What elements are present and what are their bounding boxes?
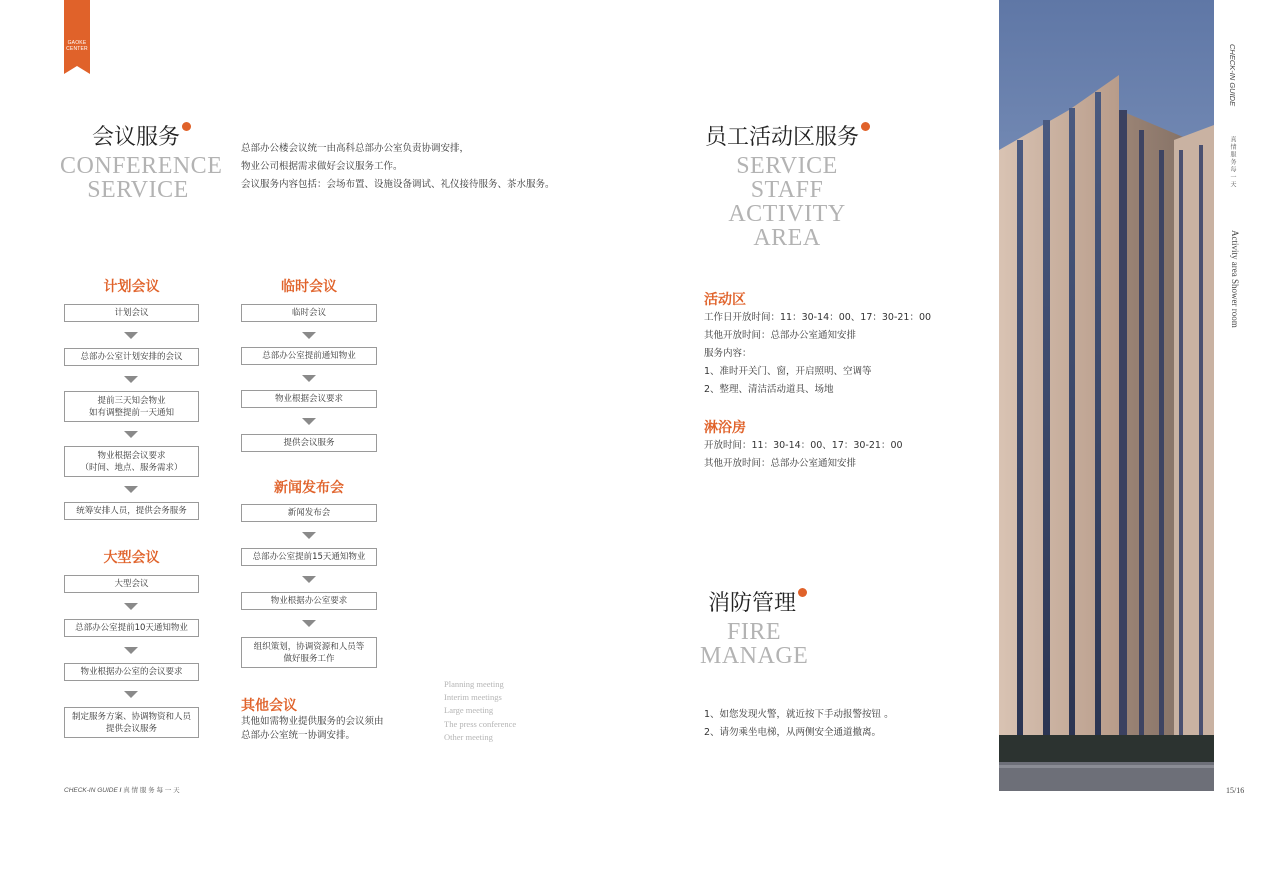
flow-box: 统筹安排人员，提供会务服务 xyxy=(64,502,199,520)
activity-line: 其他开放时间：总部办公室通知安排 xyxy=(704,330,857,341)
list-item: Interim meetings xyxy=(444,692,502,703)
flow-box: 提前三天知会物业 如有调整提前一天通知 xyxy=(64,391,199,422)
staff-title-en-line: SERVICE xyxy=(736,153,838,179)
activity-line: 2、整理、清洁活动道具、场地 xyxy=(704,384,834,395)
activity-line: 工作日开放时间：11：30-14：00、17：30-21：00 xyxy=(704,312,932,323)
flow-arrow-icon xyxy=(302,418,316,425)
side-areas: Activity area Shower room xyxy=(1230,230,1240,328)
other-meeting-heading: 其他会议 xyxy=(241,698,297,714)
shower-line: 开放时间：11：30-14：00、17：30-21：00 xyxy=(704,440,903,451)
fire-title-en xyxy=(700,620,808,668)
title-dot-icon xyxy=(798,588,807,597)
footer-guide xyxy=(64,785,180,794)
conference-title-text: 会议服务 xyxy=(92,125,181,150)
conference-title-en-1: CONFERENCE xyxy=(60,153,223,179)
flow-box: 提供会议服务 xyxy=(241,434,377,452)
footer-guide-text: CHECK-IN GUIDE xyxy=(64,787,118,794)
activity-details xyxy=(704,309,931,399)
staff-title-cn xyxy=(705,120,870,151)
flow-arrow-icon xyxy=(302,532,316,539)
list-item: The press conference xyxy=(444,718,517,729)
shower-details xyxy=(704,437,903,473)
flow-box: 总部办公室提前10天通知物业 xyxy=(64,619,199,637)
flow-arrow-icon xyxy=(124,376,138,383)
other-meeting-text xyxy=(241,715,384,743)
title-dot-icon xyxy=(182,122,191,131)
fire-line: 2、请勿乘坐电梯，从两侧安全通道撤离。 xyxy=(704,727,882,738)
flow-arrow-icon xyxy=(124,647,138,654)
flow-box: 组织策划，协调资源和人员等 做好服务工作 xyxy=(241,637,377,668)
flow-box: 总部办公室提前通知物业 xyxy=(241,347,377,365)
flow-box: 计划会议 xyxy=(64,304,199,322)
flow-box: 总部办公室计划安排的会议 xyxy=(64,348,199,366)
flow-box: 物业根据会议要求 （时间、地点、服务需求） xyxy=(64,446,199,477)
plan-meeting-heading: 计划会议 xyxy=(103,279,160,295)
other-meeting-line: 其他如需物业提供服务的会议须由 xyxy=(241,716,384,727)
side-guide: CHECK-IN GUIDE xyxy=(1228,44,1237,107)
logo-text: GAOKE CENTER xyxy=(66,40,88,52)
staff-title-en-line: STAFF xyxy=(750,177,824,203)
staff-title-en-line: ACTIVITY xyxy=(728,201,846,227)
shower-line: 其他开放时间：总部办公室通知安排 xyxy=(704,458,857,469)
conference-title-en xyxy=(60,153,223,203)
staff-title-text: 员工活动区服务 xyxy=(705,125,860,150)
flow-arrow-icon xyxy=(302,375,316,382)
flow-box: 物业根据办公室要求 xyxy=(241,592,377,610)
fire-line: 1、如您发现火警，就近按下手动报警按钮 。 xyxy=(704,709,894,720)
press-meeting-heading: 新闻发布会 xyxy=(274,480,344,496)
list-item: Large meeting xyxy=(444,705,494,716)
flow-arrow-icon xyxy=(124,332,138,339)
flow-box: 物业根据办公室的会议要求 xyxy=(64,663,199,681)
fire-instructions xyxy=(704,706,894,742)
staff-title-en-line: AREA xyxy=(753,225,821,251)
list-item: Planning meeting xyxy=(444,679,504,689)
flow-arrow-icon xyxy=(124,486,138,493)
flow-box: 物业根据会议要求 xyxy=(241,390,377,408)
activity-heading: 活动区 xyxy=(704,292,746,308)
conference-title-en-2: SERVICE xyxy=(87,177,189,203)
temp-meeting-heading: 临时会议 xyxy=(281,279,337,295)
shower-heading: 淋浴房 xyxy=(704,420,746,436)
flow-arrow-icon xyxy=(124,603,138,610)
flow-box: 新闻发布会 xyxy=(241,504,377,522)
desc-line: 物业公司根据需求做好会议服务工作。 xyxy=(241,161,403,172)
flow-arrow-icon xyxy=(124,431,138,438)
logo-tab xyxy=(64,0,90,66)
large-meeting-heading: 大型会议 xyxy=(103,550,160,566)
fire-title-text: 消防管理 xyxy=(708,591,797,616)
fire-title-en-2: MANAGE xyxy=(700,643,809,669)
flow-arrow-icon xyxy=(302,576,316,583)
list-item: Other meeting xyxy=(444,731,493,742)
page-number: 15/16 xyxy=(1226,786,1245,795)
side-vertical-labels xyxy=(1222,44,1256,374)
desc-line: 总部办公楼会议统一由高科总部办公室负责协调安排， xyxy=(241,143,470,154)
staff-title-en xyxy=(727,154,847,250)
conference-description xyxy=(241,140,555,194)
flow-box: 大型会议 xyxy=(64,575,199,593)
flow-box: 制定服务方案、协调物资和人员 提供会议服务 xyxy=(64,707,199,738)
other-meeting-line: 总部办公室统一协调安排。 xyxy=(241,730,356,741)
desc-line: 会议服务内容包括：会场布置、设施设备调试、礼仪接待服务、茶水服务。 xyxy=(241,179,555,190)
building-image xyxy=(999,0,1214,791)
activity-line: 1、准时开关门、窗，开启照明、空调等 xyxy=(704,366,872,377)
footer-slogan: 真 情 服 务 每 一 天 xyxy=(123,787,180,794)
side-slogan: 真 情 服 务 每 一 天 xyxy=(1229,136,1235,187)
title-dot-icon xyxy=(861,122,870,131)
flow-arrow-icon xyxy=(302,332,316,339)
conference-title-cn xyxy=(92,120,191,151)
flow-box: 总部办公室提前15天通知物业 xyxy=(241,548,377,566)
flow-box: 临时会议 xyxy=(241,304,377,322)
slash-icon: / xyxy=(119,787,122,794)
fire-title-en-1: FIRE xyxy=(726,619,781,645)
flow-arrow-icon xyxy=(124,691,138,698)
english-meeting-list xyxy=(444,678,516,744)
fire-title-cn xyxy=(708,586,807,617)
activity-line: 服务内容： xyxy=(704,348,752,359)
flow-arrow-icon xyxy=(302,620,316,627)
